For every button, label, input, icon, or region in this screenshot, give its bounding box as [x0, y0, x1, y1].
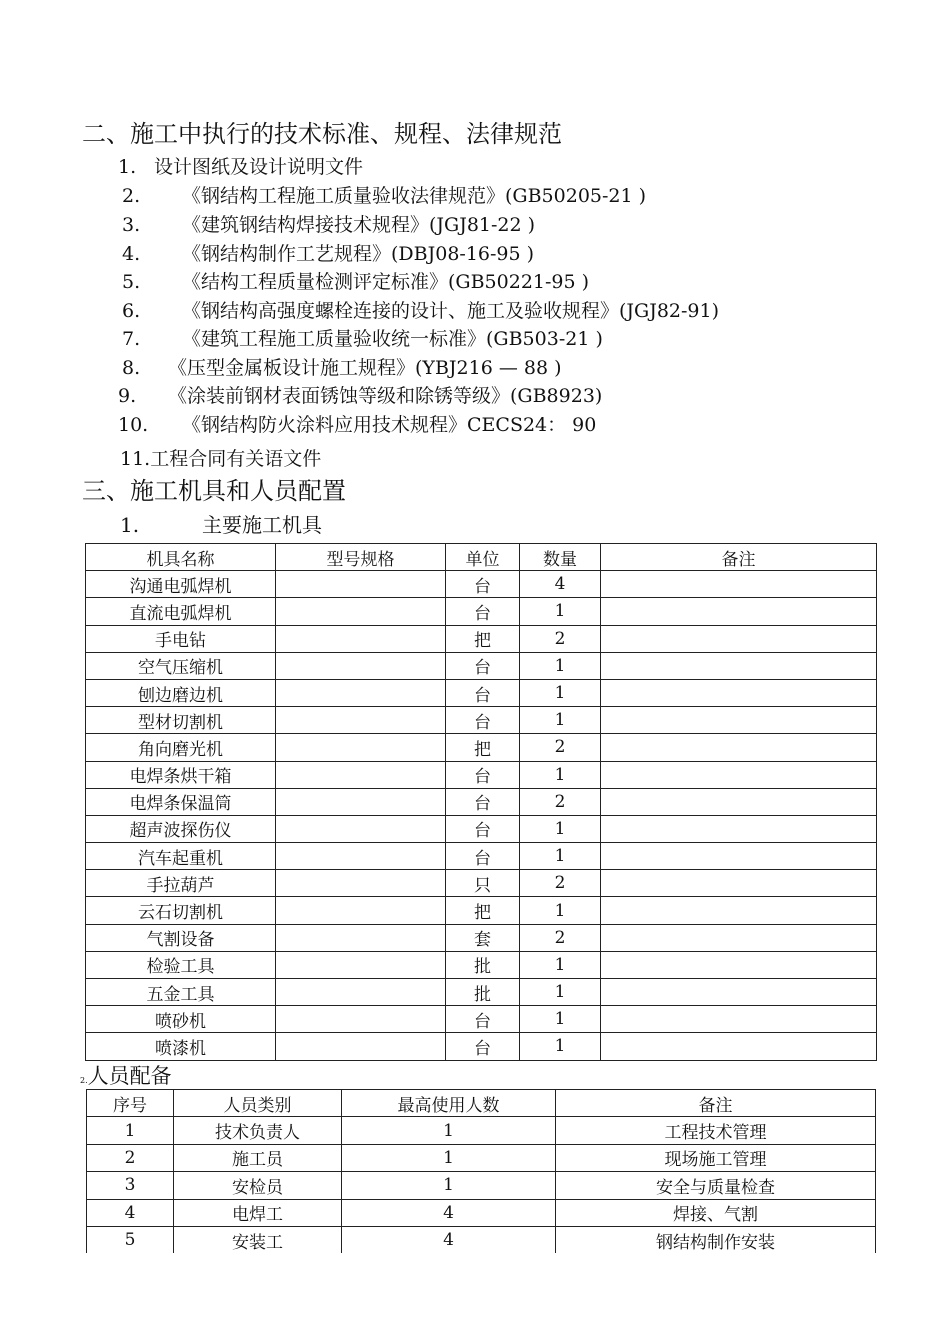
table-cell [601, 979, 877, 1006]
equipment-subtitle [120, 515, 322, 535]
table-row [86, 897, 877, 924]
table-cell: 1 [520, 951, 601, 978]
table-cell [276, 679, 446, 706]
table-cell [601, 1006, 877, 1033]
item-number: 1. [118, 156, 137, 178]
table-cell: 台 [446, 652, 520, 679]
table-cell: 气割设备 [86, 924, 276, 951]
table-row [86, 734, 877, 761]
table-cell: 批 [446, 979, 520, 1006]
item-number: 11. [120, 448, 151, 470]
table-cell: 安全与质量检查 [556, 1172, 876, 1199]
table-cell: 沟通电弧焊机 [86, 571, 276, 598]
table-cell: 角向磨光机 [86, 734, 276, 761]
table-row [86, 951, 877, 978]
table-cell: 1 [520, 1033, 601, 1060]
table-row [86, 788, 877, 815]
table-cell: 把 [446, 734, 520, 761]
standard-item [120, 450, 321, 469]
table-cell [276, 924, 446, 951]
item-number: 10. [118, 414, 149, 436]
standard-item [122, 330, 603, 349]
table-cell: 工程技术管理 [556, 1117, 876, 1144]
table-cell [601, 951, 877, 978]
standard-item [122, 187, 646, 206]
table-cell: 台 [446, 1033, 520, 1060]
table-cell [276, 761, 446, 788]
table-row [86, 815, 877, 842]
table-cell [601, 598, 877, 625]
table-cell [276, 788, 446, 815]
table-cell: 2 [520, 625, 601, 652]
table-cell: 台 [446, 679, 520, 706]
table-cell: 把 [446, 625, 520, 652]
table-row [86, 870, 877, 897]
column-header: 型号规格 [276, 544, 446, 571]
table-cell: 1 [520, 815, 601, 842]
table-cell: 检验工具 [86, 951, 276, 978]
table-cell: 安装工 [174, 1226, 342, 1253]
table-cell [601, 707, 877, 734]
table-cell [276, 571, 446, 598]
table-row [86, 571, 877, 598]
item-text: 设计图纸及设计说明文件 [154, 156, 364, 178]
table-cell [601, 815, 877, 842]
item-number: 8. [122, 357, 141, 379]
table-cell [601, 761, 877, 788]
table-cell: 台 [446, 843, 520, 870]
table-cell: 1 [87, 1117, 174, 1144]
item-text: 《涂装前钢材表面锈蚀等级和除锈等级》(GB8923) [168, 385, 603, 407]
table-cell: 5 [87, 1226, 174, 1253]
table-cell: 批 [446, 951, 520, 978]
standard-item [122, 359, 562, 378]
table-cell: 4 [342, 1199, 556, 1226]
table-cell: 1 [520, 598, 601, 625]
table-cell: 1 [520, 679, 601, 706]
table-cell: 空气压缩机 [86, 652, 276, 679]
table-cell [276, 1006, 446, 1033]
table-cell [601, 1033, 877, 1060]
table-cell [601, 897, 877, 924]
table-cell [601, 870, 877, 897]
table-header-row [87, 1090, 876, 1117]
table-cell [276, 951, 446, 978]
table-cell: 施工员 [174, 1144, 342, 1171]
column-header: 最高使用人数 [342, 1090, 556, 1117]
table-cell: 台 [446, 707, 520, 734]
table-cell [601, 924, 877, 951]
table-cell: 4 [342, 1226, 556, 1253]
table-row [86, 761, 877, 788]
column-header: 机具名称 [86, 544, 276, 571]
table-cell: 安检员 [174, 1172, 342, 1199]
item-number: 6. [122, 300, 141, 322]
table-cell: 1 [342, 1117, 556, 1144]
table-cell [276, 870, 446, 897]
table-cell [276, 815, 446, 842]
table-cell: 1 [520, 761, 601, 788]
table-cell: 台 [446, 788, 520, 815]
standard-item [122, 302, 719, 321]
subtitle-text: 主要施工机具 [202, 513, 322, 537]
table-cell: 台 [446, 571, 520, 598]
table-cell: 1 [520, 979, 601, 1006]
item-text: 《建筑工程施工质量验收统一标准》(GB503-21 ) [182, 328, 603, 350]
column-header: 备注 [601, 544, 877, 571]
table-row [86, 1006, 877, 1033]
table-cell: 1 [520, 707, 601, 734]
table-cell: 喷漆机 [86, 1033, 276, 1060]
table-cell: 焊接、气割 [556, 1199, 876, 1226]
table-cell: 把 [446, 897, 520, 924]
subtitle-text: 人员配备 [87, 1064, 172, 1088]
table-row [87, 1117, 876, 1144]
item-text: 《建筑钢结构焊接技术规程》(JGJ81-22 ) [182, 214, 536, 236]
table-cell: 直流电弧焊机 [86, 598, 276, 625]
table-cell [276, 598, 446, 625]
table-cell: 只 [446, 870, 520, 897]
table-cell [276, 734, 446, 761]
table-cell: 套 [446, 924, 520, 951]
table-cell: 2 [520, 788, 601, 815]
section-3-title: 三、施工机具和人员配置 [82, 477, 346, 505]
table-cell: 汽车起重机 [86, 843, 276, 870]
subtitle-number: 2. [80, 1076, 88, 1085]
table-cell [276, 979, 446, 1006]
table-cell: 台 [446, 815, 520, 842]
table-row [87, 1226, 876, 1253]
table-cell [276, 897, 446, 924]
table-cell [276, 1033, 446, 1060]
item-text: 《钢结构工程施工质量验收法律规范》(GB50205-21 ) [182, 185, 647, 207]
table-cell [276, 625, 446, 652]
table-cell: 台 [446, 761, 520, 788]
item-text: 《压型金属板设计施工规程》(YBJ216 — 88 ) [168, 357, 562, 379]
table-row [87, 1172, 876, 1199]
table-cell: 技术负责人 [174, 1117, 342, 1144]
table-row [87, 1144, 876, 1171]
table-header-row [86, 544, 877, 571]
table-cell: 钢结构制作安装 [556, 1226, 876, 1253]
item-text: 《钢结构高强度螺栓连接的设计、施工及验收规程》(JGJ82-91) [182, 300, 720, 322]
item-number: 9. [118, 385, 137, 407]
standard-item [118, 387, 602, 406]
table-cell [601, 843, 877, 870]
table-cell: 3 [87, 1172, 174, 1199]
column-header: 数量 [520, 544, 601, 571]
table-cell [276, 707, 446, 734]
table-row [86, 707, 877, 734]
item-text: 《钢结构防火涂料应用技术规程》CECS24： 90 [182, 414, 597, 436]
item-number: 3. [122, 214, 141, 236]
table-cell: 4 [87, 1199, 174, 1226]
table-cell: 台 [446, 1006, 520, 1033]
item-number: 5. [122, 271, 141, 293]
table-cell: 2 [520, 870, 601, 897]
item-text: 《钢结构制作工艺规程》(DBJ08-16-95 ) [182, 243, 535, 265]
table-cell: 2 [87, 1144, 174, 1171]
table-cell: 云石切割机 [86, 897, 276, 924]
table-cell [276, 843, 446, 870]
table-cell: 超声波探伤仪 [86, 815, 276, 842]
table-cell: 喷砂机 [86, 1006, 276, 1033]
column-header: 序号 [87, 1090, 174, 1117]
table-cell [601, 571, 877, 598]
table-cell: 1 [520, 652, 601, 679]
table-row [86, 924, 877, 951]
table-row [86, 679, 877, 706]
item-text: 工程合同有关语文件 [150, 448, 322, 470]
standard-item [122, 216, 535, 235]
table-cell [601, 788, 877, 815]
table-row [87, 1199, 876, 1226]
table-cell: 手拉葫芦 [86, 870, 276, 897]
table-cell: 台 [446, 598, 520, 625]
table-cell: 1 [342, 1172, 556, 1199]
table-cell: 五金工具 [86, 979, 276, 1006]
table-cell [601, 625, 877, 652]
table-cell: 1 [342, 1144, 556, 1171]
column-header: 备注 [556, 1090, 876, 1117]
column-header: 人员类别 [174, 1090, 342, 1117]
table-row [86, 1033, 877, 1060]
table-cell: 电焊条烘干箱 [86, 761, 276, 788]
table-cell [601, 679, 877, 706]
table-cell [276, 652, 446, 679]
table-cell: 4 [520, 571, 601, 598]
equipment-table [85, 543, 877, 1061]
table-cell: 电焊条保温筒 [86, 788, 276, 815]
standard-item [122, 245, 534, 264]
staff-subtitle [80, 1066, 172, 1087]
table-row [86, 843, 877, 870]
table-cell [601, 652, 877, 679]
table-row [86, 598, 877, 625]
table-cell: 手电钻 [86, 625, 276, 652]
item-text: 《结构工程质量检测评定标准》(GB50221-95 ) [182, 271, 590, 293]
table-cell: 2 [520, 924, 601, 951]
subtitle-number: 1. [120, 513, 140, 537]
standard-item [118, 158, 363, 177]
table-cell: 刨边磨边机 [86, 679, 276, 706]
table-cell: 现场施工管理 [556, 1144, 876, 1171]
table-cell: 2 [520, 734, 601, 761]
table-cell: 型材切割机 [86, 707, 276, 734]
column-header: 单位 [446, 544, 520, 571]
staff-table [86, 1089, 876, 1253]
table-cell: 1 [520, 1006, 601, 1033]
section-2-title: 二、施工中执行的技术标准、规程、法律规范 [82, 120, 562, 148]
item-number: 2. [122, 185, 141, 207]
table-cell: 1 [520, 897, 601, 924]
table-row [86, 652, 877, 679]
standard-item [118, 416, 596, 435]
table-cell [601, 734, 877, 761]
table-row [86, 625, 877, 652]
table-cell: 电焊工 [174, 1199, 342, 1226]
table-row [86, 979, 877, 1006]
table-cell: 1 [520, 843, 601, 870]
standard-item [122, 273, 589, 292]
item-number: 7. [122, 328, 141, 350]
item-number: 4. [122, 243, 141, 265]
